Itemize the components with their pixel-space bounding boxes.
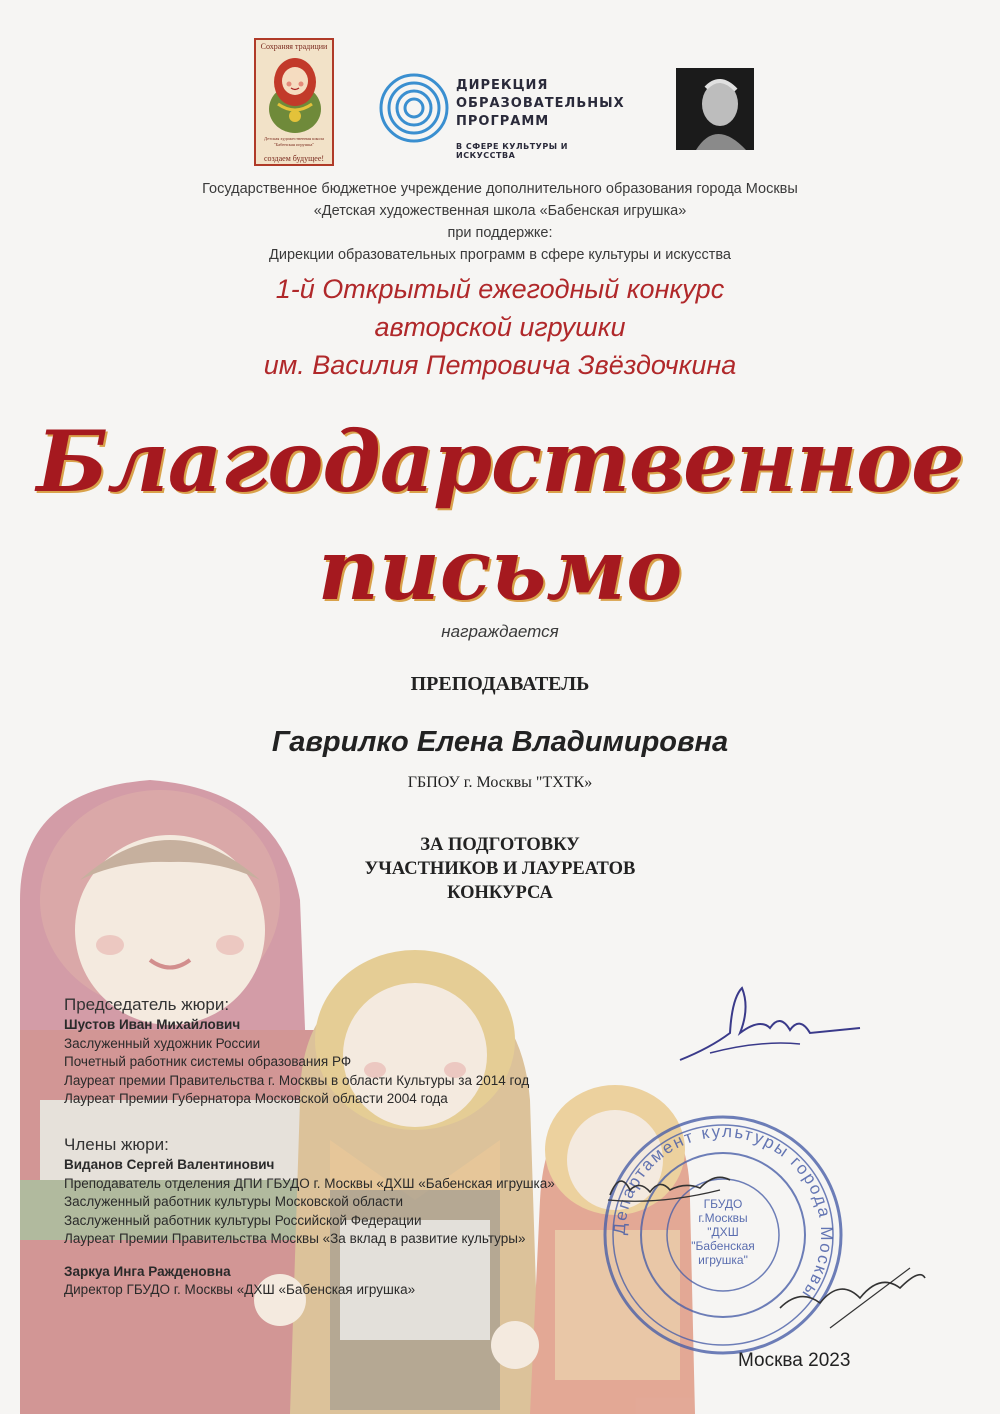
recipient-role: ПРЕПОДАВАТЕЛЬ	[410, 673, 590, 695]
stamp-center-line: ГБУДО	[703, 1197, 743, 1211]
reason-line-1: ЗА ПОДГОТОВКУ	[420, 835, 580, 855]
jury-member-name: Заркуа Инга Ражденовна	[64, 1263, 231, 1279]
stamp-center-line: "ДХШ	[707, 1225, 739, 1239]
jury-chair-block	[64, 994, 529, 1109]
member-signature	[600, 1160, 740, 1220]
certificate-title-line2: письмо	[317, 520, 683, 619]
directorate-line1: ДИРЕКЦИЯ	[456, 78, 549, 93]
jury-member-title: Директор ГБУДО г. Москвы «ДХШ «Бабенская игрушка»	[64, 1282, 416, 1297]
directorate-line2: ОБРАЗОВАТЕЛЬНЫХ	[456, 96, 625, 111]
stamp-ring-text: Департамент культуры города Москвы	[609, 1121, 837, 1304]
award-reason	[0, 833, 1000, 905]
recipient-institution: ГБПОУ г. Москвы "ТХТК»	[407, 774, 593, 791]
contest-line-1: 1-й Открытый ежегодный конкурс	[275, 274, 725, 304]
stamp-center-line: игрушка"	[698, 1253, 748, 1267]
directorate-line3: ПРОГРАММ	[456, 114, 550, 129]
jury-members-block	[64, 1134, 555, 1300]
city-year: Москва 2023	[738, 1350, 851, 1371]
jury-member-title: Преподаватель отделения ДПИ ГБУДО г. Москвы «ДХШ «Бабенская игрушка»	[64, 1175, 555, 1191]
contest-line-2: авторской игрушки	[374, 312, 626, 342]
organization-line-4: Дирекции образовательных программ в сфере культуры и искусства	[269, 247, 731, 263]
reason-line-3: КОНКУРСА	[447, 883, 553, 903]
organization-line-2: «Детская художественная школа «Бабенская игрушка»	[313, 203, 687, 219]
recipient-name: Гаврилко Елена Владимировна	[271, 726, 729, 758]
contest-line-3: им. Василия Петровича Звёздочкина	[263, 350, 737, 380]
jury-member-title: Заслуженный работник культуры Московской области	[64, 1194, 404, 1209]
portrait-photo	[676, 68, 754, 150]
certificate-title-line1: Благодарственное	[36, 412, 964, 511]
jury-chair-name: Шустов Иван Михайлович	[64, 1017, 241, 1032]
jury-chair-title: Заслуженный художник России	[64, 1035, 261, 1051]
organization-block	[0, 178, 1000, 266]
reason-line-2: УЧАСТНИКОВ И ЛАУРЕАТОВ	[364, 859, 636, 879]
chair-signature	[670, 978, 870, 1068]
jury-chair-heading: Председатель жюри:	[64, 995, 230, 1014]
concentric-circles-icon	[378, 72, 450, 144]
emblem-caption-top: Сохраняя традиции	[260, 42, 328, 51]
organization-line-3: при поддержке:	[447, 225, 553, 241]
organization-line-1: Государственное бюджетное учреждение дополнительного образования города Москвы	[202, 181, 798, 197]
awarded-caption: награждается	[441, 622, 559, 641]
contest-block	[0, 270, 1000, 384]
stamp-center-line: "Бабенская	[691, 1239, 755, 1253]
directorate-subtitle: В СФЕРЕ КУЛЬТУРЫ И ИСКУССТВА	[456, 142, 568, 160]
jury-member-title: Заслуженный работник культуры Российской Федерации	[64, 1212, 422, 1228]
jury-chair-title: Почетный работник системы образования РФ	[64, 1054, 352, 1069]
directorate-logo	[378, 72, 628, 162]
jury-member-name: Виданов Сергей Валентинович	[64, 1157, 275, 1172]
jury-chair-title: Лауреат премии Правительства г. Москвы в области Культуры за 2014 год	[64, 1072, 530, 1088]
jury-member-title: Лауреат Премии Правительства Москвы «За вклад в развитие культуры»	[64, 1231, 526, 1246]
jury-members-heading: Члены жюри:	[64, 1135, 169, 1154]
director-signature	[770, 1258, 930, 1338]
emblem-caption-bottom: создаем будущее!	[263, 154, 325, 163]
school-emblem-logo	[254, 38, 334, 166]
stamp-center-line: г.Москвы	[698, 1211, 748, 1225]
jury-chair-title: Лауреат Премии Губернатора Московской области 2004 года	[64, 1091, 448, 1106]
matryoshka-icon	[266, 54, 324, 134]
emblem-caption-middle: Детская художественная школа "Бабенская игрушка"	[263, 136, 324, 147]
